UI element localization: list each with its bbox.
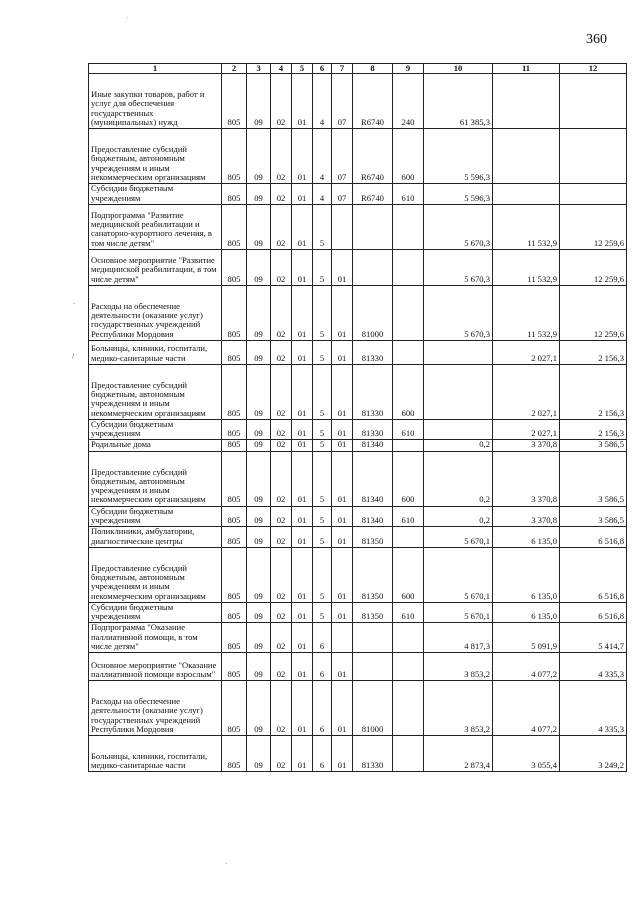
row-value-cell: 01 — [292, 451, 313, 506]
row-value-cell: 6 — [313, 623, 332, 653]
row-value-cell: 09 — [247, 340, 271, 364]
row-value-cell: 81350 — [353, 547, 393, 602]
table-row — [89, 285, 627, 340]
row-value-cell — [393, 653, 424, 681]
row-value-cell: 2 027,1 — [493, 340, 560, 364]
row-value-cell: 09 — [247, 527, 271, 548]
row-value-cell: 600 — [393, 129, 424, 184]
col-header: 7 — [332, 64, 353, 74]
row-value-cell — [393, 527, 424, 548]
row-value-cell: 4 077,2 — [493, 653, 560, 681]
row-value-cell: 01 — [332, 249, 353, 285]
row-value-cell: 5 — [313, 602, 332, 623]
row-value-cell: 02 — [271, 506, 292, 527]
page-number: 360 — [586, 32, 607, 47]
row-value-cell: 0,2 — [424, 451, 493, 506]
row-value-cell: 81340 — [353, 506, 393, 527]
row-name-cell: Субсидии бюджетным учреждениям — [89, 602, 222, 623]
row-value-cell: 0,2 — [424, 506, 493, 527]
row-value-cell: 6 516,8 — [560, 547, 627, 602]
table-body — [89, 74, 627, 772]
row-value-cell: 5 670,3 — [424, 204, 493, 249]
row-value-cell: 5 — [313, 249, 332, 285]
row-value-cell: R6740 — [353, 74, 393, 129]
row-value-cell — [424, 419, 493, 440]
row-value-cell: 02 — [271, 364, 292, 419]
row-value-cell: 01 — [292, 184, 313, 205]
row-value-cell: 2 027,1 — [493, 364, 560, 419]
row-value-cell: 805 — [222, 681, 247, 736]
row-value-cell: 5 091,9 — [493, 623, 560, 653]
row-value-cell: 09 — [247, 440, 271, 451]
row-value-cell: 3 370,8 — [493, 451, 560, 506]
row-value-cell: 01 — [332, 681, 353, 736]
row-value-cell — [393, 440, 424, 451]
row-value-cell: 3 586,5 — [560, 440, 627, 451]
row-value-cell: 610 — [393, 419, 424, 440]
scan-speck: - — [73, 300, 76, 308]
row-value-cell — [393, 285, 424, 340]
row-value-cell: 81000 — [353, 285, 393, 340]
row-value-cell: 6 135,0 — [493, 547, 560, 602]
row-value-cell — [393, 340, 424, 364]
row-value-cell: 01 — [332, 340, 353, 364]
scan-speck: · — [225, 860, 228, 868]
col-header: 10 — [424, 64, 493, 74]
row-value-cell: 4 817,3 — [424, 623, 493, 653]
row-name-cell: Субсидии бюджетным учреждениям — [89, 506, 222, 527]
row-value-cell: 01 — [332, 506, 353, 527]
scan-speck: / — [72, 352, 75, 360]
row-name-cell: Подпрограмма "Развитие медицинской реабилитации и санаторно-курортного лечения, в том числе детям" — [89, 204, 222, 249]
row-value-cell: 600 — [393, 451, 424, 506]
row-name-cell: Предоставление субсидий бюджетным, автономным учреждениям и иным некоммерческим организациям — [89, 129, 222, 184]
row-value-cell: 5 — [313, 506, 332, 527]
row-value-cell: 805 — [222, 364, 247, 419]
row-value-cell: 09 — [247, 736, 271, 772]
row-value-cell — [393, 204, 424, 249]
col-header: 2 — [222, 64, 247, 74]
row-value-cell: 02 — [271, 623, 292, 653]
row-value-cell: 02 — [271, 184, 292, 205]
row-value-cell: 02 — [271, 681, 292, 736]
row-name-cell: Предоставление субсидий бюджетным, автономным учреждениям и иным некоммерческим организациям — [89, 451, 222, 506]
row-value-cell: 610 — [393, 602, 424, 623]
table-row — [89, 547, 627, 602]
row-value-cell: 01 — [292, 506, 313, 527]
row-value-cell: 12 259,6 — [560, 285, 627, 340]
row-value-cell: 3 853,2 — [424, 681, 493, 736]
row-value-cell: 02 — [271, 419, 292, 440]
row-value-cell: 02 — [271, 249, 292, 285]
row-value-cell: 01 — [332, 653, 353, 681]
row-name-cell: Иные закупки товаров, работ и услуг для обеспечения государственных (муниципальных) нужд — [89, 74, 222, 129]
row-value-cell: 09 — [247, 129, 271, 184]
row-value-cell — [353, 204, 393, 249]
row-value-cell: 01 — [332, 451, 353, 506]
row-value-cell: 805 — [222, 527, 247, 548]
table-row — [89, 602, 627, 623]
row-name-cell: Предоставление субсидий бюджетным, автономным учреждениям и иным некоммерческим организациям — [89, 364, 222, 419]
col-header: 1 — [89, 64, 222, 74]
row-value-cell: 09 — [247, 547, 271, 602]
row-value-cell: 81340 — [353, 440, 393, 451]
row-value-cell: 01 — [332, 527, 353, 548]
row-value-cell: 01 — [292, 681, 313, 736]
row-value-cell: 09 — [247, 506, 271, 527]
row-name-cell: Расходы на обеспечение деятельности (оказание услуг) государственных учреждений Республики Мордовия — [89, 681, 222, 736]
row-value-cell: 805 — [222, 249, 247, 285]
row-value-cell: 81000 — [353, 681, 393, 736]
col-header: 3 — [247, 64, 271, 74]
col-header: 11 — [493, 64, 560, 74]
row-value-cell: 805 — [222, 440, 247, 451]
row-value-cell — [393, 623, 424, 653]
row-value-cell — [332, 204, 353, 249]
row-value-cell: 01 — [292, 340, 313, 364]
row-value-cell — [393, 736, 424, 772]
table-row — [89, 129, 627, 184]
row-value-cell: 09 — [247, 451, 271, 506]
row-name-cell: Поликлиники, амбулатории, диагностические центры — [89, 527, 222, 548]
row-value-cell: 6 — [313, 736, 332, 772]
row-value-cell: 81340 — [353, 451, 393, 506]
row-value-cell: 5 670,1 — [424, 602, 493, 623]
row-value-cell: 01 — [332, 419, 353, 440]
row-value-cell: 01 — [292, 419, 313, 440]
row-value-cell — [424, 364, 493, 419]
row-value-cell: 02 — [271, 340, 292, 364]
row-value-cell: 09 — [247, 74, 271, 129]
row-value-cell: 07 — [332, 184, 353, 205]
row-value-cell: 5 670,3 — [424, 285, 493, 340]
row-name-cell: Расходы на обеспечение деятельности (оказание услуг) государственных учреждений Республики Мордовия — [89, 285, 222, 340]
row-value-cell: 805 — [222, 419, 247, 440]
row-name-cell: Родильные дома — [89, 440, 222, 451]
row-value-cell: 4 335,3 — [560, 681, 627, 736]
row-value-cell: 805 — [222, 451, 247, 506]
table-row — [89, 451, 627, 506]
row-value-cell: 11 532,9 — [493, 249, 560, 285]
row-value-cell: 02 — [271, 602, 292, 623]
row-value-cell — [393, 249, 424, 285]
row-value-cell: 5 414,7 — [560, 623, 627, 653]
row-value-cell: 07 — [332, 74, 353, 129]
row-value-cell: 01 — [292, 129, 313, 184]
row-value-cell: 81330 — [353, 736, 393, 772]
table-row — [89, 736, 627, 772]
row-value-cell: 6 135,0 — [493, 527, 560, 548]
row-value-cell: 4 — [313, 129, 332, 184]
row-value-cell: 61 385,3 — [424, 74, 493, 129]
row-value-cell: 01 — [332, 440, 353, 451]
table-row — [89, 74, 627, 129]
row-value-cell: 5 — [313, 440, 332, 451]
row-value-cell: 01 — [292, 204, 313, 249]
row-value-cell: 02 — [271, 285, 292, 340]
row-value-cell: R6740 — [353, 184, 393, 205]
row-value-cell — [353, 249, 393, 285]
row-value-cell: 01 — [292, 249, 313, 285]
row-value-cell: 01 — [292, 440, 313, 451]
row-value-cell: 5 670,3 — [424, 249, 493, 285]
row-value-cell: 3 370,8 — [493, 506, 560, 527]
table-row — [89, 681, 627, 736]
row-value-cell: 3 370,8 — [493, 440, 560, 451]
row-value-cell — [332, 623, 353, 653]
col-header: 9 — [393, 64, 424, 74]
row-value-cell: 805 — [222, 204, 247, 249]
row-value-cell — [493, 129, 560, 184]
row-value-cell: 02 — [271, 736, 292, 772]
row-value-cell: 5 — [313, 527, 332, 548]
table-row — [89, 506, 627, 527]
row-value-cell: 01 — [332, 602, 353, 623]
row-value-cell: 81350 — [353, 527, 393, 548]
row-value-cell: 805 — [222, 653, 247, 681]
table-row — [89, 340, 627, 364]
row-value-cell: 02 — [271, 547, 292, 602]
table-row — [89, 364, 627, 419]
row-value-cell: 5 670,1 — [424, 527, 493, 548]
row-value-cell: 600 — [393, 364, 424, 419]
row-value-cell: 02 — [271, 129, 292, 184]
row-value-cell — [393, 681, 424, 736]
row-value-cell: 0,2 — [424, 440, 493, 451]
row-value-cell: 5 — [313, 340, 332, 364]
table-row — [89, 249, 627, 285]
row-value-cell: 02 — [271, 440, 292, 451]
row-value-cell: 02 — [271, 451, 292, 506]
row-value-cell: 5 — [313, 204, 332, 249]
row-value-cell: 01 — [292, 527, 313, 548]
row-value-cell: 09 — [247, 623, 271, 653]
table-row — [89, 653, 627, 681]
row-name-cell: Основное мероприятие "Развитие медицинской реабилитации, в том числе детям" — [89, 249, 222, 285]
row-value-cell: 81350 — [353, 602, 393, 623]
row-value-cell: 11 532,9 — [493, 204, 560, 249]
row-value-cell — [424, 340, 493, 364]
row-value-cell: 09 — [247, 602, 271, 623]
col-header: 5 — [292, 64, 313, 74]
row-value-cell: 81330 — [353, 419, 393, 440]
row-value-cell: 01 — [292, 364, 313, 419]
row-value-cell: 01 — [292, 736, 313, 772]
row-value-cell — [560, 184, 627, 205]
row-value-cell — [560, 129, 627, 184]
col-header: 12 — [560, 64, 627, 74]
row-value-cell: 01 — [292, 547, 313, 602]
table-row — [89, 184, 627, 205]
row-value-cell: 01 — [332, 285, 353, 340]
row-value-cell: 07 — [332, 129, 353, 184]
row-name-cell: Предоставление субсидий бюджетным, автономным учреждениям и иным некоммерческим организациям — [89, 547, 222, 602]
row-value-cell: 5 — [313, 547, 332, 602]
row-value-cell: 2 156,3 — [560, 419, 627, 440]
row-value-cell: 5 596,3 — [424, 129, 493, 184]
row-value-cell: 09 — [247, 364, 271, 419]
table-row — [89, 419, 627, 440]
row-value-cell: 4 — [313, 184, 332, 205]
scan-speck: · — [126, 14, 129, 22]
row-value-cell: 805 — [222, 623, 247, 653]
row-value-cell: 3 249,2 — [560, 736, 627, 772]
row-name-cell: Субсидии бюджетным учреждениям — [89, 419, 222, 440]
row-value-cell: 01 — [292, 653, 313, 681]
row-value-cell: 02 — [271, 74, 292, 129]
row-value-cell: 600 — [393, 547, 424, 602]
row-value-cell: 4 335,3 — [560, 653, 627, 681]
row-value-cell: 09 — [247, 249, 271, 285]
row-value-cell: 01 — [332, 364, 353, 419]
row-value-cell: 3 586,5 — [560, 451, 627, 506]
row-value-cell: 02 — [271, 653, 292, 681]
row-value-cell — [493, 184, 560, 205]
table-row — [89, 623, 627, 653]
row-name-cell: Больницы, клиники, госпитали, медико-санитарные части — [89, 736, 222, 772]
row-value-cell: 2 027,1 — [493, 419, 560, 440]
row-name-cell: Больницы, клиники, госпитали, медико-санитарные части — [89, 340, 222, 364]
row-value-cell: 5 — [313, 419, 332, 440]
budget-table — [88, 63, 627, 772]
row-value-cell: 01 — [332, 547, 353, 602]
row-value-cell: 09 — [247, 653, 271, 681]
row-value-cell: 6 — [313, 681, 332, 736]
row-value-cell: 805 — [222, 506, 247, 527]
row-value-cell: 01 — [292, 623, 313, 653]
col-header: 6 — [313, 64, 332, 74]
row-value-cell: 805 — [222, 74, 247, 129]
row-value-cell: 610 — [393, 506, 424, 527]
row-value-cell: 2 873,4 — [424, 736, 493, 772]
row-name-cell: Подпрограмма "Оказание паллиативной помощи, в том числе детям" — [89, 623, 222, 653]
row-value-cell: 3 586,5 — [560, 506, 627, 527]
col-header: 8 — [353, 64, 393, 74]
row-value-cell: 09 — [247, 285, 271, 340]
row-value-cell — [353, 653, 393, 681]
row-value-cell: 4 077,2 — [493, 681, 560, 736]
row-value-cell — [353, 623, 393, 653]
row-value-cell: 805 — [222, 736, 247, 772]
row-value-cell: 5 — [313, 285, 332, 340]
row-value-cell: 6 516,8 — [560, 602, 627, 623]
table-header-row — [89, 64, 627, 74]
row-name-cell: Основное мероприятие "Оказание паллиативной помощи взрослым" — [89, 653, 222, 681]
row-value-cell: 5 — [313, 451, 332, 506]
row-value-cell: 12 259,6 — [560, 249, 627, 285]
row-value-cell: 3 055,4 — [493, 736, 560, 772]
row-value-cell: 11 532,9 — [493, 285, 560, 340]
row-value-cell: 805 — [222, 602, 247, 623]
row-value-cell: 2 156,3 — [560, 340, 627, 364]
row-value-cell: 805 — [222, 129, 247, 184]
table-row — [89, 440, 627, 451]
row-value-cell: 240 — [393, 74, 424, 129]
row-value-cell: 6 516,8 — [560, 527, 627, 548]
row-value-cell: 805 — [222, 340, 247, 364]
row-value-cell: 805 — [222, 184, 247, 205]
row-value-cell — [493, 74, 560, 129]
col-header: 4 — [271, 64, 292, 74]
row-value-cell: 5 — [313, 364, 332, 419]
row-value-cell: 4 — [313, 74, 332, 129]
row-value-cell: 02 — [271, 204, 292, 249]
row-value-cell: 02 — [271, 527, 292, 548]
row-value-cell: 610 — [393, 184, 424, 205]
row-name-cell: Субсидии бюджетным учреждениям — [89, 184, 222, 205]
row-value-cell: 01 — [332, 736, 353, 772]
table-row — [89, 204, 627, 249]
row-value-cell: 01 — [292, 74, 313, 129]
row-value-cell: 09 — [247, 184, 271, 205]
row-value-cell: 805 — [222, 547, 247, 602]
row-value-cell: 5 596,3 — [424, 184, 493, 205]
row-value-cell: 12 259,6 — [560, 204, 627, 249]
row-value-cell: 2 156,3 — [560, 364, 627, 419]
row-value-cell: 09 — [247, 419, 271, 440]
row-value-cell: 09 — [247, 204, 271, 249]
row-value-cell: 01 — [292, 285, 313, 340]
row-value-cell: 81330 — [353, 364, 393, 419]
row-value-cell: 01 — [292, 602, 313, 623]
row-value-cell: 09 — [247, 681, 271, 736]
row-value-cell: 805 — [222, 285, 247, 340]
row-value-cell: 5 670,1 — [424, 547, 493, 602]
row-value-cell: 81330 — [353, 340, 393, 364]
row-value-cell: 6 — [313, 653, 332, 681]
row-value-cell — [560, 74, 627, 129]
row-value-cell: 6 135,0 — [493, 602, 560, 623]
table-row — [89, 527, 627, 548]
row-value-cell: 3 853,2 — [424, 653, 493, 681]
row-value-cell: R6740 — [353, 129, 393, 184]
